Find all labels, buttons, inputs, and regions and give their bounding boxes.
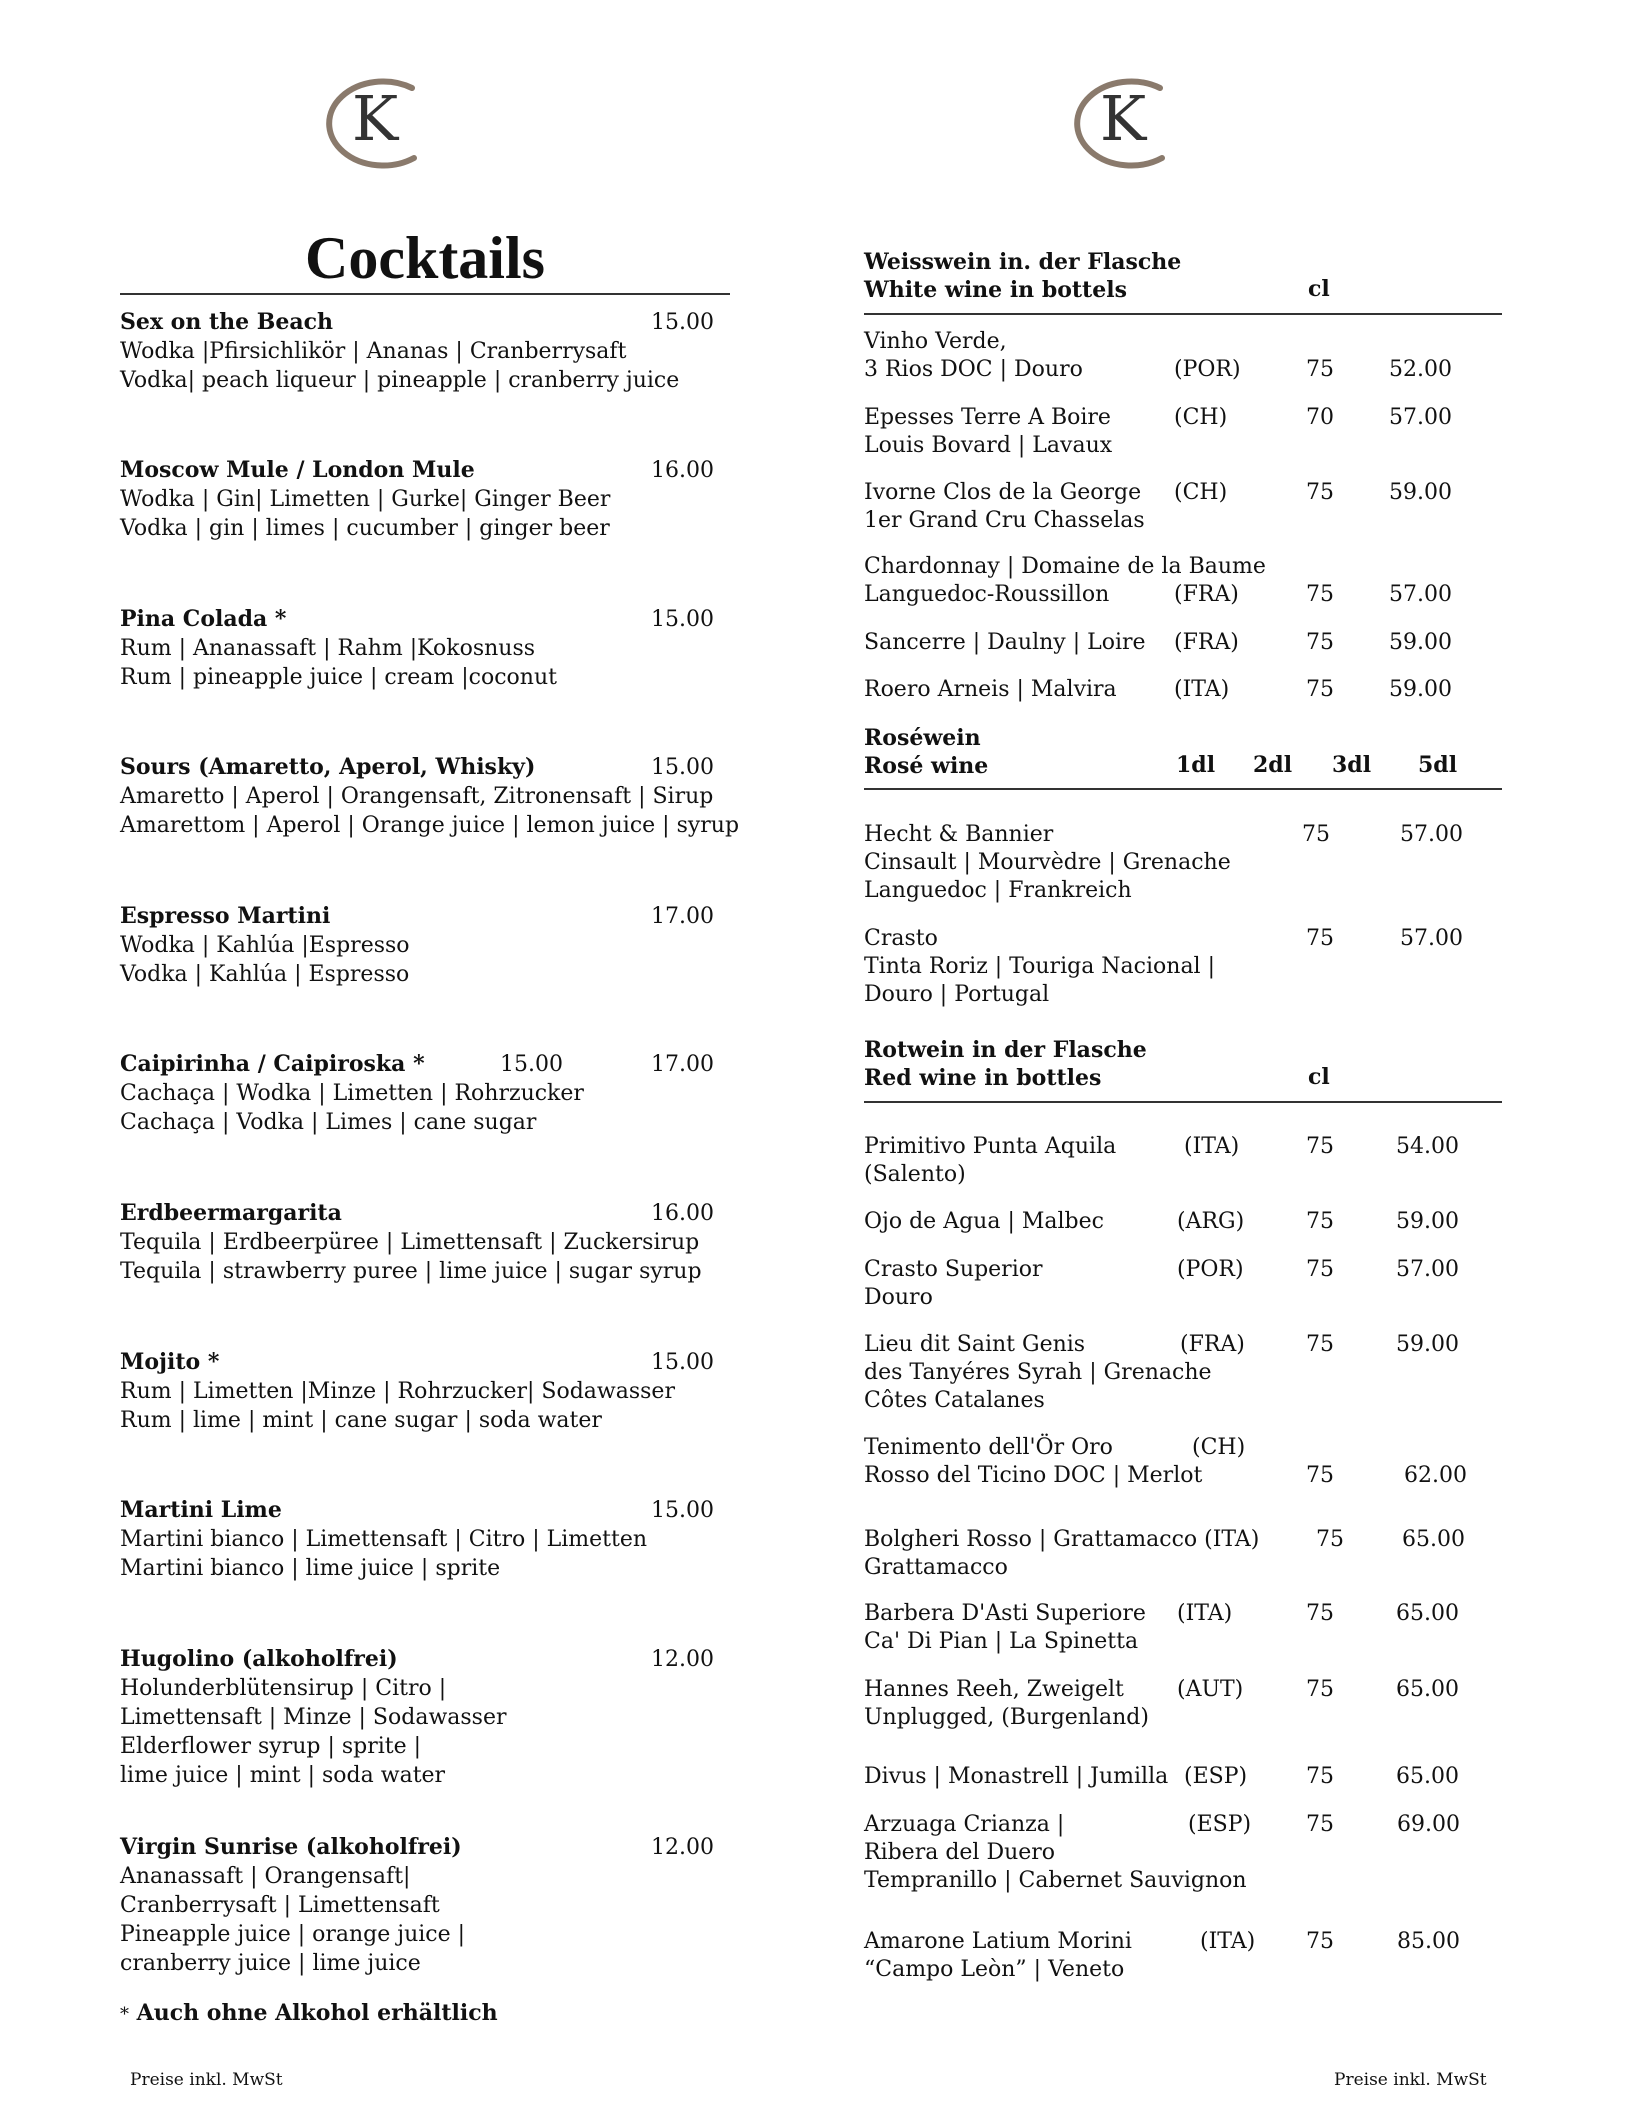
wine-description-line: Languedoc-Roussillon	[864, 582, 1110, 607]
bottle-size: 75	[1306, 630, 1334, 655]
bottle-size: 75	[1306, 1257, 1334, 1282]
wine-description-line: Ivorne Clos de la George	[864, 480, 1142, 505]
country: (FRA)	[1174, 630, 1239, 655]
wine-description-line: Chardonnay | Domaine de la Baume	[864, 554, 1266, 579]
wine-description-line: Côtes Catalanes	[864, 1388, 1045, 1413]
wine-description-line: 1er Grand Cru Chasselas	[864, 508, 1145, 533]
cocktail-item	[120, 902, 720, 989]
rose-wine-title-en: Rosé wine	[864, 753, 989, 779]
wine-description-line: Ojo de Agua | Malbec	[864, 1209, 1104, 1234]
price: 16.00	[651, 1201, 714, 1226]
wine-description-line: Grattamacco	[864, 1555, 1008, 1580]
country: (ITA)	[1200, 1929, 1256, 1954]
divider	[864, 1101, 1502, 1103]
price: 69.00	[1397, 1812, 1460, 1837]
wine-item	[864, 1928, 1514, 2018]
ingredients-line: Amaretto | Aperol | Orangensaft, Zitronensaft | Sirup	[120, 784, 714, 809]
country: (CH)	[1192, 1435, 1246, 1460]
bottle-size: 75	[1306, 1677, 1334, 1702]
wine-description-line: Tinta Roriz | Touriga Nacional |	[864, 954, 1216, 979]
white-wine-title-en: White wine in bottels	[864, 277, 1127, 303]
white-wine-title-de: Weisswein in. der Flasche	[864, 249, 1182, 275]
price: 15.00	[500, 1052, 563, 1077]
wine-item	[864, 1811, 1514, 1901]
price: 57.00	[1389, 405, 1452, 430]
wine-description-line: Crasto	[864, 926, 938, 951]
cocktail-name: Pina Colada *	[120, 606, 287, 632]
price: 52.00	[1389, 357, 1452, 382]
divider	[864, 313, 1502, 315]
divider	[120, 293, 730, 295]
wine-description-line: Rosso del Ticino DOC | Merlot	[864, 1463, 1203, 1488]
cocktail-item	[120, 1199, 720, 1286]
bottle-size: 75	[1316, 1527, 1344, 1552]
column-3dl: 3dl	[1332, 752, 1372, 778]
bottle-size: 75	[1306, 582, 1334, 607]
cocktail-item	[120, 605, 720, 692]
cocktail-name: Hugolino (alkoholfrei)	[120, 1646, 398, 1672]
wine-description-line: Languedoc | Frankreich	[864, 878, 1132, 903]
bottle-size: 75	[1306, 1134, 1334, 1159]
ingredients-line: Wodka | Kahlúa |Espresso	[120, 933, 410, 958]
bottle-size: 75	[1306, 1929, 1334, 1954]
price-note: Preise inkl. MwSt	[1334, 2070, 1487, 2090]
price: 15.00	[651, 1350, 714, 1375]
country: (ARG)	[1177, 1209, 1245, 1234]
price: 65.00	[1402, 1527, 1465, 1552]
country: (ESP)	[1184, 1764, 1248, 1789]
price: 59.00	[1389, 677, 1452, 702]
cocktail-name: Sex on the Beach	[120, 309, 334, 335]
wine-description-line: Epesses Terre A Boire	[864, 405, 1111, 430]
ingredients-line: Tequila | strawberry puree | lime juice | sugar syrup	[120, 1259, 702, 1284]
country: (POR)	[1177, 1257, 1244, 1282]
wine-description-line: Tempranillo | Cabernet Sauvignon	[864, 1868, 1247, 1893]
wine-item	[864, 925, 1514, 1015]
country: (ITA)	[1174, 677, 1230, 702]
red-wine-title-en: Red wine in bottles	[864, 1065, 1102, 1091]
ingredients-line: cranberry juice | lime juice	[120, 1951, 421, 1976]
ingredients-line: Rum | Ananassaft | Rahm |Kokosnuss	[120, 636, 536, 661]
ingredients-line: Martini bianco | Limettensaft | Citro | Limetten	[120, 1527, 648, 1552]
wine-description-line: Cinsault | Mourvèdre | Grenache	[864, 850, 1231, 875]
wine-description-line: Crasto Superior	[864, 1257, 1043, 1282]
cocktail-name: Sours (Amaretto, Aperol, Whisky)	[120, 754, 536, 780]
cocktail-item	[120, 1833, 720, 1978]
price: 65.00	[1396, 1764, 1459, 1789]
wine-description-line: Hecht & Bannier	[864, 822, 1054, 847]
wine-description-line: Lieu dit Saint Genis	[864, 1332, 1086, 1357]
ingredients-line: Rum | lime | mint | cane sugar | soda water	[120, 1408, 602, 1433]
wine-description-line: Amarone Latium Morini	[864, 1929, 1132, 1954]
cocktail-name: Mojito *	[120, 1349, 220, 1375]
wine-description-line: Divus | Monastrell | Jumilla	[864, 1764, 1169, 1789]
cocktail-item	[120, 1348, 720, 1435]
country: (ESP)	[1188, 1812, 1252, 1837]
bottle-size: 75	[1306, 1209, 1334, 1234]
price: 15.00	[651, 1498, 714, 1523]
wine-description-line: “Campo Leòn” | Veneto	[864, 1957, 1125, 1982]
price: 85.00	[1397, 1929, 1460, 1954]
ingredients-line: Rum | pineapple juice | cream |coconut	[120, 665, 557, 690]
logo-letter: K	[1099, 82, 1147, 155]
logo-letter: K	[351, 82, 399, 155]
footnote	[120, 2000, 498, 2026]
wine-description-line: Vinho Verde,	[864, 329, 1007, 354]
bottle-size: 75	[1306, 1812, 1334, 1837]
cocktail-name: Espresso Martini	[120, 903, 331, 929]
price: 59.00	[1396, 1332, 1459, 1357]
logo	[316, 72, 434, 172]
rose-wine-heading	[864, 724, 988, 780]
ingredients-line: Cranberrysaft | Limettensaft	[120, 1893, 440, 1918]
cocktail-item	[120, 1496, 720, 1583]
bottle-size: 75	[1306, 480, 1334, 505]
price: 12.00	[651, 1647, 714, 1672]
ingredients-line: Limettensaft | Minze | Sodawasser	[120, 1705, 507, 1730]
ingredients-line: Wodka | Gin| Limetten | Gurke| Ginger Beer	[120, 487, 611, 512]
wine-description-line: Roero Arneis | Malvira	[864, 677, 1117, 702]
price: 62.00	[1404, 1463, 1467, 1488]
ingredients-line: Amarettom | Aperol | Orange juice | lemon juice | syrup	[120, 813, 740, 838]
country: (FRA)	[1180, 1332, 1245, 1357]
cocktail-name: Erdbeermargarita	[120, 1200, 342, 1226]
wine-description-line: Bolgheri Rosso | Grattamacco (ITA)	[864, 1527, 1260, 1552]
column-1dl: 1dl	[1176, 752, 1216, 778]
price: 17.00	[651, 904, 714, 929]
wine-description-line: Hannes Reeh, Zweigelt	[864, 1677, 1124, 1702]
ingredients-line: Martini bianco | lime juice | sprite	[120, 1556, 501, 1581]
price: 16.00	[651, 458, 714, 483]
ingredients-line: Cachaça | Vodka | Limes | cane sugar	[120, 1110, 537, 1135]
ingredients-line: lime juice | mint | soda water	[120, 1763, 446, 1788]
wine-description-line: Primitivo Punta Aquila	[864, 1134, 1117, 1159]
cocktail-item	[120, 456, 720, 543]
ingredients-line: Vodka| peach liqueur | pineapple | cranberry juice	[120, 368, 680, 393]
bottle-size: 75	[1306, 926, 1334, 951]
ingredients-line: Elderflower syrup | sprite |	[120, 1734, 422, 1759]
wine-description-line: Unplugged, (Burgenland)	[864, 1705, 1149, 1730]
cocktail-name: Moscow Mule / London Mule	[120, 457, 475, 483]
wine-description-line: des Tanyéres Syrah | Grenache	[864, 1360, 1212, 1385]
footnote-text: Auch ohne Alkohol erhältlich	[136, 2000, 498, 2026]
white-wine-heading	[864, 248, 1181, 304]
price: 65.00	[1396, 1601, 1459, 1626]
footnote-star: *	[120, 2004, 129, 2025]
wine-description-line: Barbera D'Asti Superiore	[864, 1601, 1146, 1626]
wine-description-line: Douro | Portugal	[864, 982, 1050, 1007]
rose-wine-title-de: Roséwein	[864, 725, 981, 751]
price: 15.00	[651, 607, 714, 632]
bottle-size: 70	[1306, 405, 1334, 430]
bottle-size: 75	[1306, 677, 1334, 702]
wine-description-line: Arzuaga Crianza |	[864, 1812, 1065, 1837]
wine-description-line: Tenimento dell'Ör Oro	[864, 1435, 1113, 1460]
wine-item	[864, 1331, 1514, 1421]
wine-description-line: Ca' Di Pian | La Spinetta	[864, 1629, 1139, 1654]
wine-description-line: Ribera del Duero	[864, 1840, 1056, 1865]
country: (AUT)	[1177, 1677, 1244, 1702]
wine-description-line: Douro	[864, 1285, 933, 1310]
cocktail-name: Martini Lime	[120, 1497, 282, 1523]
red-wine-title-de: Rotwein in der Flasche	[864, 1037, 1147, 1063]
cocktail-item	[120, 1050, 720, 1137]
logo	[1064, 72, 1182, 172]
ingredients-line: Vodka | gin | limes | cucumber | ginger beer	[120, 516, 610, 541]
country: (ITA)	[1177, 1601, 1233, 1626]
bottle-size: 75	[1306, 1601, 1334, 1626]
column-cl: cl	[1308, 1064, 1330, 1090]
cocktail-item	[120, 753, 740, 840]
bottle-size: 75	[1306, 1764, 1334, 1789]
country: (CH)	[1174, 480, 1228, 505]
divider	[864, 788, 1502, 790]
bottle-size: 75	[1302, 822, 1330, 847]
bottle-size: 75	[1306, 1332, 1334, 1357]
price: 57.00	[1400, 926, 1463, 951]
wine-item	[864, 821, 1514, 911]
price: 54.00	[1396, 1134, 1459, 1159]
wine-description-line: 3 Rios DOC | Douro	[864, 357, 1083, 382]
country: (FRA)	[1174, 582, 1239, 607]
wine-description-line: (Salento)	[864, 1162, 966, 1187]
price: 57.00	[1389, 582, 1452, 607]
ingredients-line: Vodka | Kahlúa | Espresso	[120, 962, 410, 987]
ingredients-line: Wodka |Pfirsichlikör | Ananas | Cranberrysaft	[120, 339, 627, 364]
column-2dl: 2dl	[1253, 752, 1293, 778]
cocktail-name: Caipirinha / Caipiroska *	[120, 1051, 425, 1077]
price: 59.00	[1389, 480, 1452, 505]
ingredients-line: Tequila | Erdbeerpüree | Limettensaft | Zuckersirup	[120, 1230, 700, 1255]
page-title: Cocktails	[305, 225, 545, 291]
wine-item	[864, 1676, 1514, 1766]
price: 59.00	[1389, 630, 1452, 655]
ingredients-line: Ananassaft | Orangensaft|	[120, 1864, 411, 1889]
country: (CH)	[1174, 405, 1228, 430]
price: 57.00	[1396, 1257, 1459, 1282]
wine-description-line: Louis Bovard | Lavaux	[864, 433, 1113, 458]
price: 17.00	[651, 1052, 714, 1077]
wine-item	[864, 1434, 1514, 1524]
cocktail-item	[120, 308, 720, 395]
ingredients-line: Cachaça | Wodka | Limetten | Rohrzucker	[120, 1081, 584, 1106]
ingredients-line: Pineapple juice | orange juice |	[120, 1922, 466, 1947]
country: (POR)	[1174, 357, 1241, 382]
wine-description-line: Sancerre | Daulny | Loire	[864, 630, 1146, 655]
price: 57.00	[1400, 822, 1463, 847]
price: 65.00	[1396, 1677, 1459, 1702]
cocktail-name: Virgin Sunrise (alkoholfrei)	[120, 1834, 462, 1860]
bottle-size: 75	[1306, 357, 1334, 382]
country: (ITA)	[1184, 1134, 1240, 1159]
price: 12.00	[651, 1835, 714, 1860]
cocktail-item	[120, 1645, 720, 1790]
bottle-size: 75	[1306, 1463, 1334, 1488]
column-5dl: 5dl	[1418, 752, 1458, 778]
red-wine-heading	[864, 1036, 1147, 1092]
ingredients-line: Holunderblütensirup | Citro |	[120, 1676, 447, 1701]
ingredients-line: Rum | Limetten |Minze | Rohrzucker| Sodawasser	[120, 1379, 675, 1404]
column-cl: cl	[1308, 276, 1330, 302]
price: 15.00	[651, 755, 714, 780]
price: 15.00	[651, 310, 714, 335]
price-note: Preise inkl. MwSt	[130, 2070, 283, 2090]
price: 59.00	[1396, 1209, 1459, 1234]
